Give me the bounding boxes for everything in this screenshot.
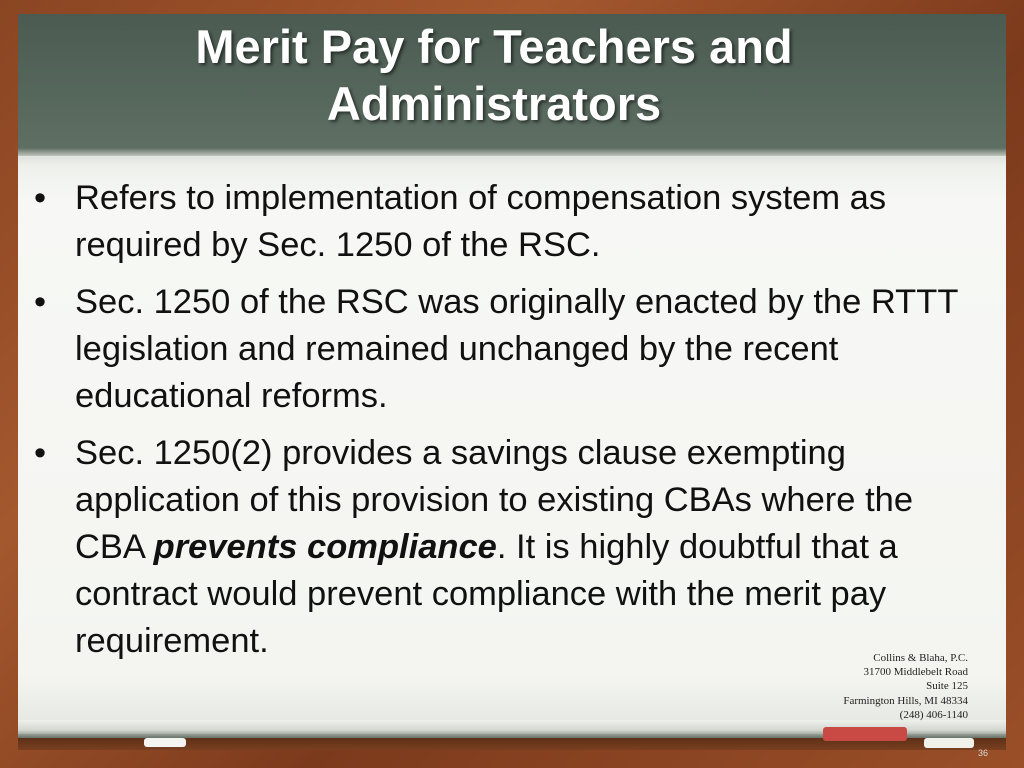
bullet-text-1: Refers to implementation of compensation system as required by Sec. 1250 of the RSC. xyxy=(75,179,887,264)
bullet-text-3-before: Sec. 1250(2) provides a savings clause exempting application of this provision to existing CBAs where the CBA xyxy=(75,434,914,566)
slide-title xyxy=(0,18,988,132)
bullet-text-2: Sec. 1250 of the RSC was originally enacted by the RTTT legislation and remained unchanged by the recent educational reforms. xyxy=(75,283,958,415)
chalk-edge-top xyxy=(18,148,1006,166)
firm-name: Collins & Blaha, P.C. xyxy=(873,652,968,664)
red-chalk-piece xyxy=(823,727,907,741)
bullet-text-3-after: . It is highly doubtful that a contract would prevent compliance with the merit pay requirement. xyxy=(75,528,898,660)
firm-suite: Suite 125 xyxy=(926,680,968,693)
bullet-text-3-emphasis: prevents compliance xyxy=(153,528,497,566)
firm-phone: (248) 406-1140 xyxy=(899,708,968,721)
firm-city: Farmington Hills, MI 48334 xyxy=(843,694,968,707)
bullet-item-1 xyxy=(28,175,978,269)
white-chalk-piece xyxy=(144,738,186,747)
bullet-list xyxy=(28,175,978,675)
bullet-item-3 xyxy=(28,430,978,665)
page-number: 36 xyxy=(977,748,988,758)
firm-address-block xyxy=(843,651,968,722)
bullet-marker: • xyxy=(34,283,47,321)
bullet-item-2 xyxy=(28,279,978,420)
title-line-1: Merit Pay for Teachers and xyxy=(195,20,793,73)
title-line-2: Administrators xyxy=(326,77,662,130)
bullet-marker: • xyxy=(34,179,47,217)
bullet-marker: • xyxy=(34,434,47,472)
white-chalk-piece-2 xyxy=(924,738,974,748)
firm-street: 31700 Middlebelt Road xyxy=(863,666,968,679)
